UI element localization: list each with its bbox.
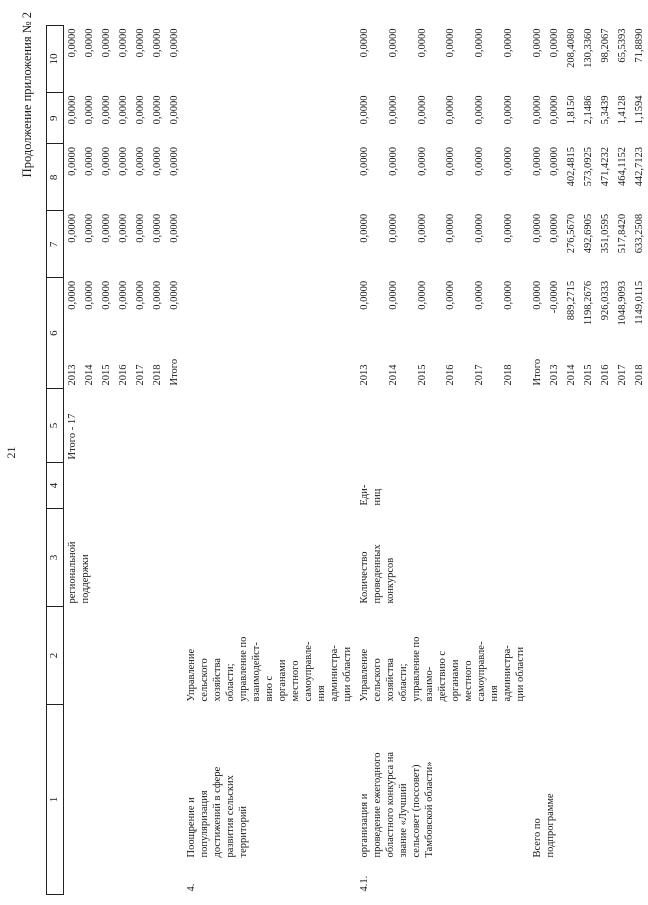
total-value-8: 0,0000 (549, 146, 560, 176)
fragment-value-8: 0,0000 (135, 146, 146, 176)
total-col4-empty (529, 463, 648, 509)
column-header-1: 1 (47, 705, 64, 895)
section-41-value-6: 0,0000 (503, 280, 515, 310)
column-header-3: 3 (47, 509, 64, 607)
section-41-year: 2015 (416, 364, 428, 386)
program-table (46, 25, 648, 895)
column-header-10: 10 (47, 26, 64, 93)
section-41-value-10: 0,0000 (387, 28, 399, 58)
total-value-7: 0,0000 (532, 213, 543, 243)
total-value-9: 1,8150 (566, 95, 577, 125)
section-4-empty-cell (183, 211, 356, 278)
total-value-6: 1149,0115 (634, 280, 645, 325)
section-41-value-6: 0,0000 (474, 280, 486, 310)
column-header-5: 5 (47, 389, 64, 463)
fragment-value-10: 0,0000 (152, 28, 163, 58)
fragment-value-7: 0,0000 (169, 213, 180, 243)
appendix-title: Продолжение приложения № 2 (20, 12, 34, 178)
table-header (47, 26, 64, 895)
section-41-year: 2016 (445, 364, 457, 386)
fragment-col1b-empty (64, 705, 184, 861)
total-value-9: 1,1594 (634, 95, 645, 125)
section-41-value-6: 0,0000 (359, 280, 370, 310)
fragment-year: 2018 (152, 364, 163, 386)
section-41-value-9: 0,0000 (387, 95, 399, 125)
column-header-8: 8 (47, 144, 64, 211)
fragment-value-7: 0,0000 (67, 213, 78, 243)
section-41-year: 2014 (387, 364, 399, 386)
fragment-col1-empty (64, 861, 184, 895)
section-41-year: 2018 (503, 364, 515, 386)
section-41-value-9: 0,0000 (503, 95, 515, 125)
total-year: 2016 (600, 364, 611, 386)
fragment-value-10: 0,0000 (84, 28, 95, 58)
section-41-value-6: 0,0000 (445, 280, 457, 310)
fragment-value-8: 0,0000 (118, 146, 129, 176)
section-41-unit: Еди- ниц (359, 484, 383, 506)
fragment-value-6: 0,0000 (118, 280, 129, 310)
total-value-10: 71,8890 (634, 28, 645, 63)
fragment-value-10: 0,0000 (101, 28, 112, 58)
total-col1-empty (529, 861, 648, 895)
total-year: 2013 (549, 364, 560, 386)
section-41-value-8: 0,0000 (503, 146, 515, 176)
fragment-total-label: Итого - 17 (67, 413, 78, 460)
fragment-value-7: 0,0000 (152, 213, 163, 243)
section-4-empty-cell (183, 509, 356, 607)
total-value-6: 926,0333 (600, 280, 611, 321)
total-year: 2018 (634, 364, 645, 386)
section-41-value-8: 0,0000 (387, 146, 399, 176)
section-41-col5-empty (356, 389, 529, 463)
section-41-value-6: 0,0000 (387, 280, 399, 310)
fragment-value-9: 0,0000 (152, 95, 163, 125)
total-value-10: 98,2067 (600, 28, 611, 63)
total-value-8: 0,0000 (532, 146, 543, 176)
section-41-value-10: 0,0000 (474, 28, 486, 58)
section-4-empty-cell (183, 463, 356, 509)
fragment-year: 2015 (101, 364, 112, 386)
fragment-value-6: 0,0000 (101, 280, 112, 310)
total-year: 2014 (566, 364, 577, 386)
table-row (356, 26, 385, 895)
total-value-8: 471,4232 (600, 146, 611, 187)
section-41-number: 4.1. (359, 875, 370, 892)
fragment-value-8: 0,0000 (101, 146, 112, 176)
fragment-value-8: 0,0000 (84, 146, 95, 176)
fragment-value-7: 0,0000 (135, 213, 146, 243)
fragment-value-10: 0,0000 (118, 28, 129, 58)
fragment-value-9: 0,0000 (118, 95, 129, 125)
fragment-value-6: 0,0000 (169, 280, 180, 310)
section-4-empty-cell (183, 144, 356, 211)
fragment-value-6: 0,0000 (67, 280, 78, 310)
column-header-4: 4 (47, 463, 64, 509)
section-4-empty-cell (183, 353, 356, 389)
fragment-col2-empty (64, 607, 184, 705)
fragment-value-10: 0,0000 (135, 28, 146, 58)
fragment-value-7: 0,0000 (84, 213, 95, 243)
section-4-empty-cell (183, 92, 356, 143)
section-41-value-10: 0,0000 (359, 28, 370, 58)
section-41-value-10: 0,0000 (445, 28, 457, 58)
section-4-name: Поощрение и популяризация достижений в сфере развития сельских территорий (186, 766, 249, 858)
section-41-value-8: 0,0000 (445, 146, 457, 176)
fragment-value-10: 0,0000 (169, 28, 180, 58)
fragment-year: 2017 (135, 364, 146, 386)
total-value-8: 464,1152 (617, 146, 628, 186)
total-year: Итого (532, 358, 543, 386)
page-number: 21 (4, 446, 18, 459)
column-header-9: 9 (47, 92, 64, 143)
fragment-year: 2016 (118, 364, 129, 386)
total-value-6: 1048,9093 (617, 280, 628, 326)
section-41-value-7: 0,0000 (474, 213, 486, 243)
total-value-9: 0,0000 (532, 95, 543, 125)
section-41-value-10: 0,0000 (416, 28, 428, 58)
section-41-value-7: 0,0000 (503, 213, 515, 243)
section-41-value-8: 0,0000 (416, 146, 428, 176)
section-4-empty-cell (183, 278, 356, 353)
total-value-9: 2,1486 (583, 95, 594, 125)
fragment-value-6: 0,0000 (135, 280, 146, 310)
fragment-value-7: 0,0000 (101, 213, 112, 243)
fragment-indicator-tail: региональной поддержки (67, 541, 91, 604)
section-4-empty-cell (183, 26, 356, 93)
fragment-year: Итого (169, 358, 180, 386)
fragment-year: 2014 (84, 364, 95, 386)
total-value-7: 351,0595 (600, 213, 611, 254)
total-value-10: 0,0000 (549, 28, 560, 58)
section-41-indicator: Количество проведенных конкурсов (359, 544, 396, 604)
total-value-8: 573,0925 (583, 146, 594, 187)
section-41-value-7: 0,0000 (387, 213, 399, 243)
total-value-8: 402,4815 (566, 146, 577, 187)
column-header-2: 2 (47, 607, 64, 705)
fragment-value-8: 0,0000 (169, 146, 180, 176)
section-41-value-8: 0,0000 (359, 146, 370, 176)
fragment-value-7: 0,0000 (118, 213, 129, 243)
section-41-value-10: 0,0000 (503, 28, 515, 58)
section-41-value-7: 0,0000 (416, 213, 428, 243)
section-41-year: 2017 (474, 364, 486, 386)
total-value-7: 633,2508 (634, 213, 645, 254)
total-label: Всего по подпрограмме (532, 793, 556, 858)
table-body (64, 26, 648, 895)
section-4-executor: Управление сельского хозяйства области; управление по взаимодейст- вию с органами местного самоуправле- ния администра- ции области (186, 636, 353, 702)
total-value-6: 1198,2676 (583, 280, 594, 326)
fragment-value-9: 0,0000 (84, 95, 95, 125)
total-value-9: 0,0000 (549, 95, 560, 125)
total-value-6: 889,2715 (566, 280, 577, 321)
section-41-value-9: 0,0000 (445, 95, 457, 125)
total-value-10: 65,5393 (617, 28, 628, 63)
section-4-row (183, 26, 356, 895)
table-row (529, 26, 546, 895)
total-value-9: 1,4128 (617, 95, 628, 125)
fragment-value-9: 0,0000 (67, 95, 78, 125)
section-41-year: 2013 (359, 364, 370, 386)
fragment-value-6: 0,0000 (84, 280, 95, 310)
table-row (64, 26, 82, 895)
fragment-value-9: 0,0000 (101, 95, 112, 125)
fragment-value-9: 0,0000 (135, 95, 146, 125)
total-value-10: 0,0000 (532, 28, 543, 58)
section-41-value-8: 0,0000 (474, 146, 486, 176)
section-41-executor: Управление сельского хозяйства области; управление по взаимо- действию с органами местного самоуправле- ния администра- ции области (359, 636, 526, 702)
section-41-value-7: 0,0000 (359, 213, 370, 243)
total-value-7: 276,5670 (566, 213, 577, 254)
total-value-10: 130,3360 (583, 28, 594, 68)
total-col5-empty (529, 389, 648, 463)
section-4-empty-cell (183, 389, 356, 463)
section-4-number: 4. (186, 883, 197, 892)
section-41-value-9: 0,0000 (359, 95, 370, 125)
total-col3-empty (529, 509, 648, 607)
column-header-7: 7 (47, 211, 64, 278)
total-value-8: 442,7123 (634, 146, 645, 187)
section-41-value-9: 0,0000 (416, 95, 428, 125)
section-41-value-6: 0,0000 (416, 280, 428, 310)
total-value-7: 0,0000 (549, 213, 560, 243)
fragment-value-8: 0,0000 (67, 146, 78, 176)
total-value-7: 492,6905 (583, 213, 594, 254)
fragment-value-6: 0,0000 (152, 280, 163, 310)
total-value-6: -0,0000 (549, 280, 560, 314)
fragment-value-9: 0,0000 (169, 95, 180, 125)
total-value-9: 5,3439 (600, 95, 611, 125)
fragment-value-10: 0,0000 (67, 28, 78, 58)
total-year: 2017 (617, 364, 628, 386)
total-year: 2015 (583, 364, 594, 386)
total-value-10: 208,4080 (566, 28, 577, 68)
total-value-6: 0,0000 (532, 280, 543, 310)
total-col2-empty (529, 607, 648, 705)
fragment-year: 2013 (67, 364, 78, 386)
section-41-name: организация и проведение ежегодного областного конкурса на звание «Лучший сельсовет (поссовет) Тамбовской области» (359, 751, 435, 858)
total-value-7: 517,8420 (617, 213, 628, 254)
fragment-value-8: 0,0000 (152, 146, 163, 176)
fragment-col4-empty (64, 463, 184, 509)
column-header-6: 6 (47, 278, 64, 389)
section-41-value-9: 0,0000 (474, 95, 486, 125)
section-41-value-7: 0,0000 (445, 213, 457, 243)
